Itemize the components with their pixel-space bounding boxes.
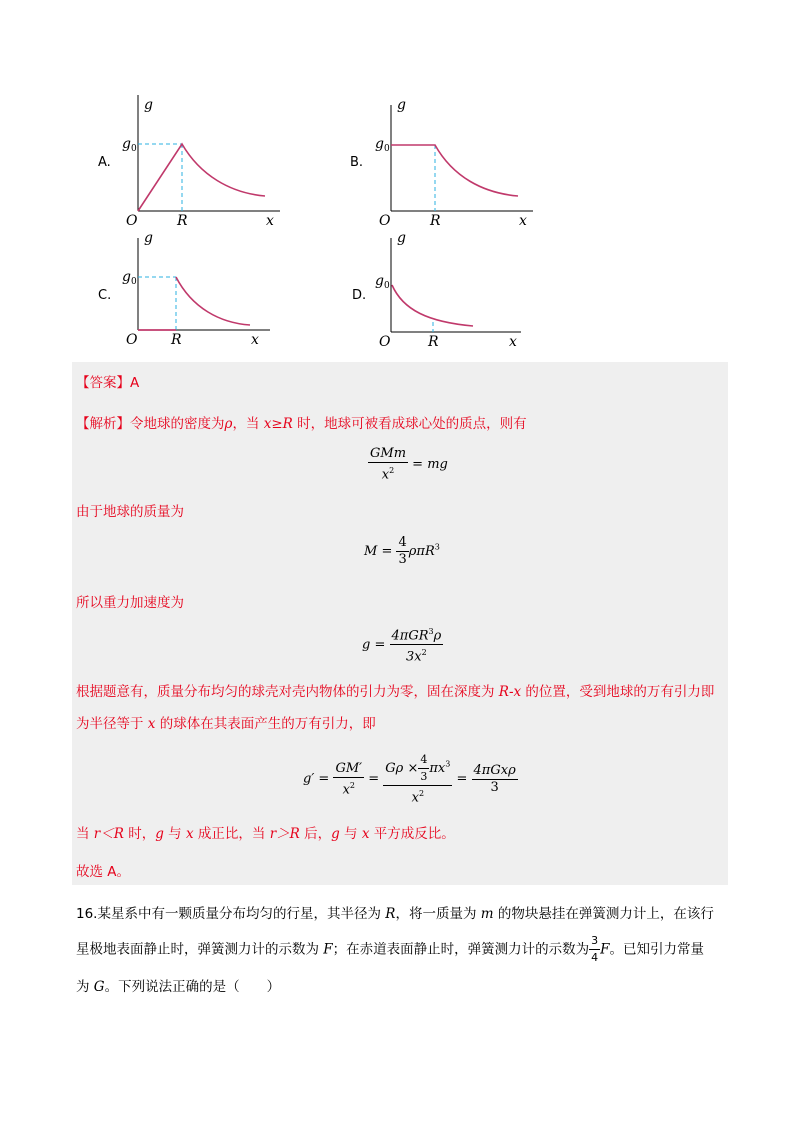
question-16-line-2: 星极地表面静止时，弹簧测力计的示数为 F；在赤道表面静止时，弹簧测力计的示数为 $\frac{3}{4}$ F。已知引力常量 (76, 934, 705, 964)
svg-text:0: 0 (384, 144, 390, 154)
formula-mass: M = $\frac{4}{3}$ ρπR$^3$ (364, 535, 440, 567)
x-axis-label: x (266, 213, 274, 229)
origin-label: O (126, 332, 138, 348)
svg-text:0: 0 (384, 281, 390, 291)
answer-line (76, 371, 139, 391)
formula-inner-gravity: g′ = $\frac{GM'}{x^2}$ = Gρ × $\frac{4}{3}$ $\pi x^3$ $x^2$ = $\frac{\text{4πGxρ}}{3}$ (303, 753, 516, 806)
question-16-line-3: 为 G。下列说法正确的是（ ） (76, 979, 281, 995)
g0-label: g (122, 269, 131, 285)
x-axis-label: x (509, 334, 517, 350)
x-axis-label: x (519, 213, 527, 229)
formula-gravity: $\frac{\text{GMm}}{x^2}$ = mg (370, 446, 448, 483)
origin-label: O (379, 213, 391, 229)
analysis-line-5: 为半径等于 x 的球体在其表面产生的万有引力，即 (76, 716, 376, 732)
answer-value: A (130, 375, 140, 391)
option-d-label: D. (352, 288, 367, 303)
formula-acceleration: g = $\frac{4\pi GR^3\rho}{3x^2}$ (362, 624, 443, 666)
analysis-line-7: 故选 A。 (76, 864, 131, 880)
option-a-label: A. (98, 155, 111, 170)
graph-option-c (120, 230, 290, 360)
g0-label: g (375, 273, 384, 289)
r-label: R (171, 332, 182, 348)
analysis-line-2: 由于地球的质量为 (76, 504, 184, 520)
option-b-label: B. (350, 155, 364, 170)
g0-label: g (375, 136, 384, 152)
analysis-tag: 【解析】 (76, 416, 130, 432)
analysis-line-1: 【解析】令地球的密度为ρ，当 x≥R 时，地球可被看成球心处的质点，则有 (76, 416, 527, 432)
y-axis-label: g (144, 97, 153, 113)
analysis-line-3: 所以重力加速度为 (76, 595, 184, 611)
x-axis-label: x (251, 332, 259, 348)
graph-option-a (120, 95, 290, 229)
r-label: R (430, 213, 441, 229)
r-label: R (428, 334, 439, 350)
origin-label: O (126, 213, 138, 229)
analysis-line-4: 根据题意有，质量分布均匀的球壳对壳内物体的引力为零，固在深度为 R-x 的位置，受到地球的万有引力即 (76, 684, 715, 700)
analysis-line-6: 当 r＜R 时，g 与 x 成正比，当 r＞R 后，g 与 x 平方成反比。 (76, 826, 455, 842)
g0-label: g (122, 136, 131, 152)
question-number: 16. (76, 906, 98, 922)
y-axis-label: g (144, 230, 153, 246)
question-16-line-1: 16.某星系中有一颗质量分布均匀的行星，其半径为 R，将一质量为 m 的物块悬挂在弹簧测力计上，在该行 (76, 906, 714, 922)
svg-text:0: 0 (131, 144, 137, 154)
y-axis-label: g (397, 230, 406, 246)
answer-tag: 【答案】 (76, 375, 130, 391)
graph-option-b (373, 95, 543, 229)
option-c-label: C. (98, 288, 112, 303)
y-axis-label: g (397, 97, 406, 113)
origin-label: O (379, 334, 391, 350)
svg-text:0: 0 (131, 277, 137, 287)
r-label: R (177, 213, 188, 229)
graph-option-d (373, 230, 543, 360)
